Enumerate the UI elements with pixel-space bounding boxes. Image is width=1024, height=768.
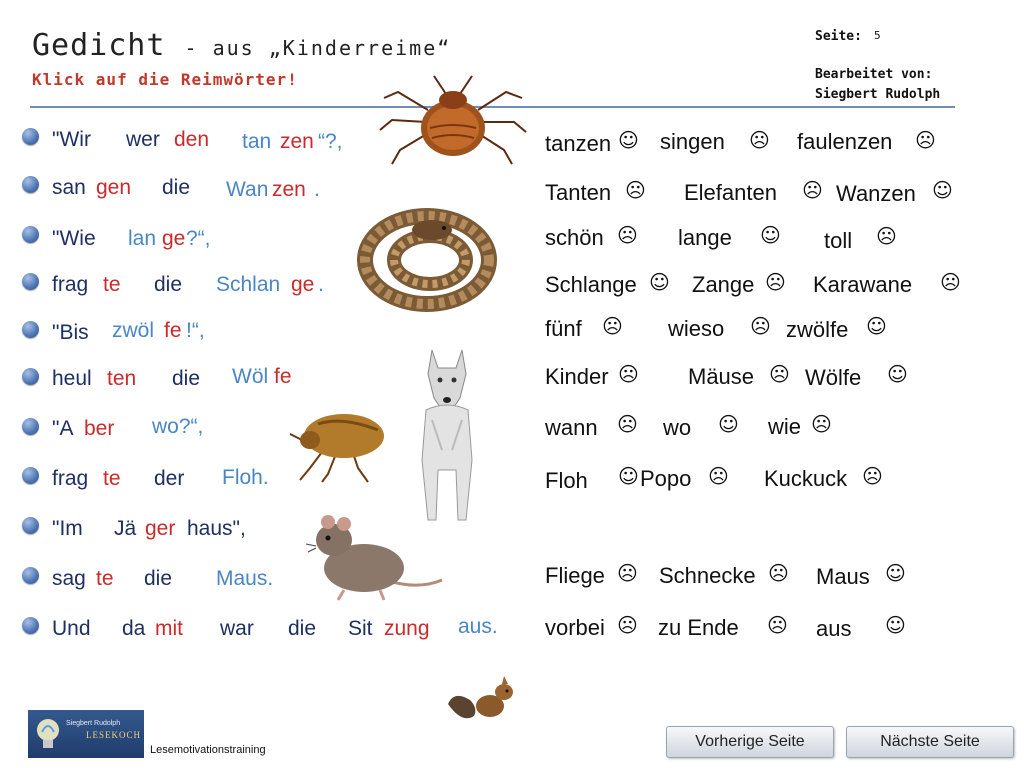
- poem-word: Sit: [348, 617, 373, 640]
- poem-punctuation: .: [314, 178, 320, 201]
- smiley-sad-icon[interactable]: ☹: [618, 362, 639, 386]
- smiley-sad-icon[interactable]: ☹: [862, 464, 883, 488]
- poem-word: der: [154, 467, 185, 490]
- squirrel-picture: [444, 674, 522, 726]
- flea-picture: [282, 402, 392, 484]
- poem-word: "Wir: [52, 128, 91, 151]
- rhyme-option[interactable]: wo: [663, 415, 692, 440]
- snake-picture: [352, 190, 502, 320]
- rhyme-option[interactable]: schön: [545, 225, 604, 250]
- rhyme-option[interactable]: Karawane: [813, 272, 913, 297]
- poem-rhyme-word[interactable]: aus.: [458, 615, 498, 638]
- smiley-happy-icon[interactable]: ☺: [885, 561, 906, 585]
- rhyme-option[interactable]: wann: [545, 415, 598, 440]
- poem-word: Und: [52, 617, 91, 640]
- smiley-sad-icon[interactable]: ☹: [940, 270, 961, 294]
- poem-word: "A: [52, 417, 74, 440]
- bullet: [22, 617, 39, 634]
- poem-word: die: [172, 367, 201, 390]
- footer-label: Lesemotivationstraining: [150, 744, 266, 756]
- poem-word: die: [154, 273, 183, 296]
- poem-syllable: fe: [164, 319, 182, 342]
- poem-word: die: [144, 567, 173, 590]
- rhyme-option[interactable]: Schlange: [545, 272, 637, 297]
- poem-word: heul: [52, 367, 92, 390]
- poem-syllable: ge: [291, 273, 315, 296]
- smiley-sad-icon[interactable]: ☹: [625, 178, 646, 202]
- rhyme-option[interactable]: tanzen: [545, 131, 612, 156]
- poem-word: frag: [52, 273, 89, 296]
- rat-picture: [304, 506, 444, 602]
- title-suffix: - aus „Kinderreime“: [184, 36, 452, 60]
- poem-rhyme-word[interactable]: wo?“,: [152, 415, 204, 438]
- rhyme-option[interactable]: Maus: [816, 564, 870, 589]
- smiley-sad-icon[interactable]: ☹: [617, 412, 638, 436]
- rhyme-option[interactable]: zu Ende: [658, 615, 739, 640]
- poem-rhyme-word[interactable]: Maus.: [216, 567, 274, 590]
- poem-word: war: [220, 617, 254, 640]
- rhyme-option[interactable]: aus: [816, 616, 852, 641]
- rhyme-option[interactable]: Wölfe: [805, 365, 862, 390]
- poem-rhyme-word[interactable]: zwöl: [112, 319, 155, 342]
- poem-syllable: te: [96, 567, 114, 590]
- edited-label: Bearbeitet von:: [815, 67, 933, 82]
- rhyme-option[interactable]: lange: [678, 225, 732, 250]
- bullet: [22, 418, 39, 435]
- poem-syllable: ge: [162, 227, 186, 250]
- bullet: [22, 273, 39, 290]
- instruction-text: Klick auf die Reimwörter!: [32, 70, 298, 89]
- poem-syllable: gen: [96, 176, 132, 199]
- rhyme-option[interactable]: Mäuse: [688, 364, 755, 389]
- rhyme-option[interactable]: Kuckuck: [764, 466, 848, 491]
- smiley-happy-icon[interactable]: ☺: [866, 314, 887, 338]
- poem-syllable: mit: [155, 617, 183, 640]
- poem-word: "Im: [52, 517, 83, 540]
- smiley-sad-icon[interactable]: ☹: [802, 178, 823, 202]
- poem-rhyme-word[interactable]: Wöl: [232, 365, 269, 388]
- smiley-sad-icon[interactable]: ☹: [767, 613, 788, 637]
- poem-word: "Bis: [52, 321, 89, 344]
- bullet: [22, 128, 39, 145]
- poem-punctuation: ?“,: [186, 227, 211, 250]
- poem-word: san: [52, 176, 86, 199]
- smiley-happy-icon[interactable]: ☺: [649, 270, 670, 294]
- page-label: Seite:: [815, 29, 862, 44]
- poem-word: die: [162, 176, 191, 199]
- bullet: [22, 321, 39, 338]
- poem-punctuation: !“,: [186, 319, 205, 342]
- smiley-sad-icon[interactable]: ☹: [765, 270, 786, 294]
- smiley-sad-icon[interactable]: ☹: [769, 362, 790, 386]
- poem-word: Jä: [114, 517, 137, 540]
- poem-word: da: [122, 617, 146, 640]
- poem-syllable: den: [174, 128, 210, 151]
- smiley-sad-icon[interactable]: ☹: [617, 561, 638, 585]
- smiley-sad-icon[interactable]: ☹: [617, 613, 638, 637]
- bullet: [22, 226, 39, 243]
- poem-word: sag: [52, 567, 86, 590]
- rhyme-option[interactable]: Popo: [640, 466, 692, 491]
- logo-brand: LESEKOCH: [86, 730, 141, 740]
- bullet: [22, 517, 39, 534]
- smiley-happy-icon[interactable]: ☺: [932, 178, 953, 202]
- bullet: [22, 567, 39, 584]
- smiley-sad-icon[interactable]: ☹: [617, 223, 638, 247]
- smiley-happy-icon[interactable]: ☺: [618, 128, 639, 152]
- rhyme-option[interactable]: Wanzen: [836, 181, 916, 206]
- rhyme-option[interactable]: Tanten: [545, 180, 612, 205]
- rhyme-option[interactable]: fünf: [545, 316, 582, 341]
- bullet: [22, 467, 39, 484]
- rhyme-option[interactable]: Floh: [545, 468, 588, 493]
- rhyme-option[interactable]: wie: [768, 414, 802, 439]
- rhyme-option[interactable]: vorbei: [545, 615, 605, 640]
- rhyme-option[interactable]: wieso: [668, 316, 725, 341]
- poem-word: "Wie: [52, 227, 96, 250]
- poem-punctuation: “?,: [318, 130, 343, 153]
- rhyme-option[interactable]: zwölfe: [786, 317, 849, 342]
- smiley-happy-icon[interactable]: ☺: [760, 223, 781, 247]
- page-title: [32, 28, 451, 63]
- bedbug-picture: [378, 72, 528, 168]
- poem-syllable: fe: [274, 365, 292, 388]
- smiley-sad-icon[interactable]: ☹: [915, 128, 936, 152]
- bullet: [22, 176, 39, 193]
- rhyme-option[interactable]: Elefanten: [684, 180, 777, 205]
- poem-syllable: ten: [107, 367, 137, 390]
- logo-author: Siegbert Rudolph: [66, 720, 121, 727]
- next-page-button[interactable]: Nächste Seite: [846, 726, 1014, 758]
- poem-syllable: ger: [145, 517, 176, 540]
- poem-word: die: [288, 617, 317, 640]
- rhyme-option[interactable]: toll: [824, 228, 853, 253]
- poem-rhyme-word[interactable]: Wan: [226, 178, 269, 201]
- rhyme-option[interactable]: Kinder: [545, 364, 609, 389]
- rhyme-option[interactable]: Schnecke: [659, 563, 756, 588]
- rhyme-option[interactable]: Fliege: [545, 563, 605, 588]
- smiley-sad-icon[interactable]: ☹: [750, 314, 771, 338]
- author-name: Siegbert Rudolph: [815, 87, 941, 102]
- wolf-picture: [402, 340, 492, 525]
- smiley-sad-icon[interactable]: ☹: [602, 314, 623, 338]
- poem-syllable: ber: [84, 417, 115, 440]
- smiley-happy-icon[interactable]: ☺: [885, 613, 906, 637]
- smiley-sad-icon[interactable]: ☹: [768, 561, 789, 585]
- poem-word: wer: [126, 128, 160, 151]
- smiley-sad-icon[interactable]: ☹: [811, 412, 832, 436]
- poem-word: haus",: [187, 517, 246, 540]
- poem-syllable: te: [103, 467, 121, 490]
- smiley-sad-icon[interactable]: ☹: [876, 224, 897, 248]
- smiley-sad-icon[interactable]: ☹: [749, 128, 770, 152]
- poem-word: frag: [52, 467, 89, 490]
- smiley-happy-icon[interactable]: ☺: [887, 362, 908, 386]
- page-number: 5: [874, 29, 881, 42]
- bullet: [22, 368, 39, 385]
- poem-syllable: te: [103, 273, 121, 296]
- poem-syllable: zen: [280, 130, 314, 153]
- poem-rhyme-word[interactable]: Floh.: [222, 466, 269, 489]
- previous-page-button[interactable]: Vorherige Seite: [666, 726, 834, 758]
- smiley-happy-icon[interactable]: ☺: [618, 464, 639, 488]
- smiley-happy-icon[interactable]: ☺: [718, 412, 739, 436]
- lesekoch-logo: [28, 710, 144, 758]
- poem-syllable: zung: [384, 617, 430, 640]
- title-main: Gedicht: [32, 28, 166, 63]
- rhyme-option[interactable]: singen: [660, 129, 725, 154]
- poem-rhyme-word[interactable]: lan: [128, 227, 157, 250]
- poem-rhyme-word[interactable]: Schlan: [216, 273, 281, 296]
- poem-syllable: zen: [272, 178, 306, 201]
- rhyme-option[interactable]: Zange: [692, 272, 755, 297]
- rhyme-option[interactable]: faulenzen: [797, 129, 893, 154]
- smiley-sad-icon[interactable]: ☹: [708, 464, 729, 488]
- poem-punctuation: .: [318, 273, 324, 296]
- poem-rhyme-word[interactable]: tan: [242, 130, 272, 153]
